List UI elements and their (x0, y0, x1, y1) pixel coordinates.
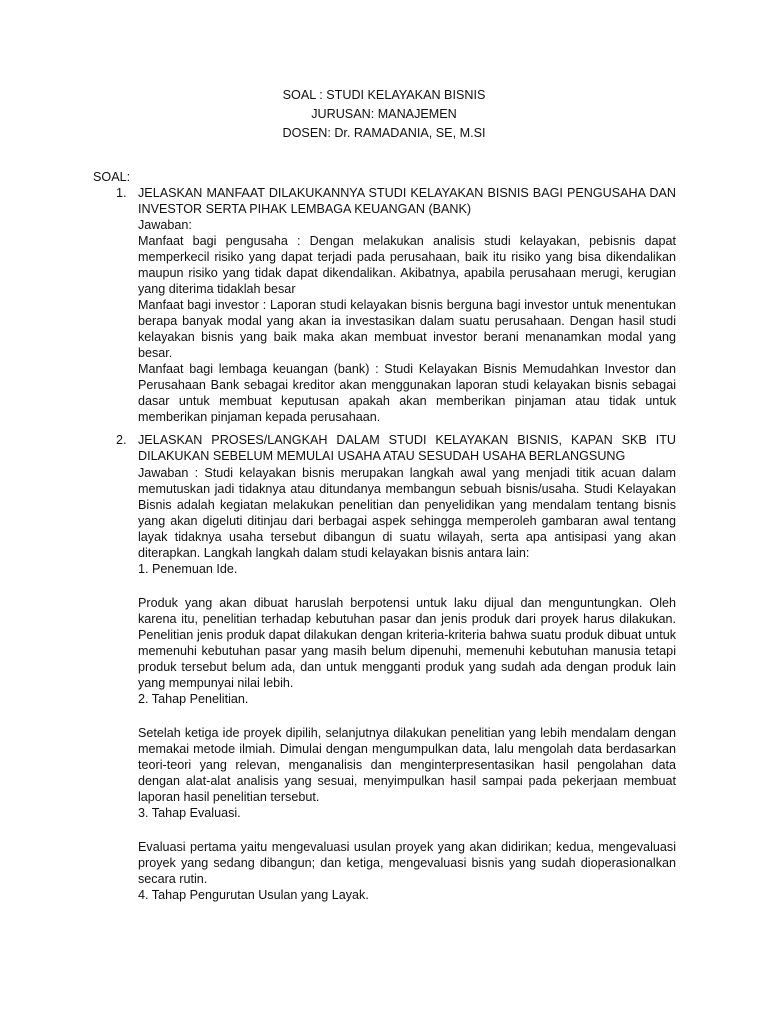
header-department: JURUSAN: MANAJEMEN (311, 107, 457, 121)
step-4-heading: 4. Tahap Pengurutan Usulan yang Layak. (138, 888, 369, 902)
step-2-heading: 2. Tahap Penelitian. (138, 692, 249, 706)
question-1-jawaban-label: Jawaban: (138, 218, 192, 232)
answer-2-intro: Jawaban : Studi kelayakan bisnis merupakan langkah awal yang menjadi titik acuan dalam memutuskan jadi tidaknya atau ditundanya membangun sebuah bisnis/usaha. Studi Kelayakan Bisnis adalah kegiatan melakukan penelitian dan penyelidikan yang mendalam tentang bisnis yang akan digeluti ditinjau dari berbagai aspek sehingga memperoleh gambaran awal tentang layak tidaknya usaha tersebut dibangun di suatu wilayah, serta apa antisipasi yang akan diterapkan. Langkah langkah dalam studi kelayakan bisnis antara lain: (138, 466, 676, 560)
document-header (0, 86, 768, 143)
step-2-text: Setelah ketiga ide proyek dipilih, selanjutnya dilakukan penelitian yang lebih mendalam dengan memakai metode ilmiah. Dimulai dengan mengumpulkan data, lalu mengolah data berdasarkan teori-teori yang relevan, menganalisis dan menginterpresentasikan hasil pengolahan data dengan alat-alat analisis yang sesuai, menyimpulkan hasil sampai pada pekerjaan membuat laporan hasil penelitian tersebut. (138, 726, 676, 804)
step-3-heading: 3. Tahap Evaluasi. (138, 806, 241, 820)
header-title: SOAL : STUDI KELAYAKAN BISNIS (282, 88, 486, 102)
answer-1-bank: Manfaat bagi lembaga keuangan (bank) : Studi Kelayakan Bisnis Memudahkan Investor dan Perusahaan Bank sebagai kreditor akan menggunakan laporan studi kelayakan bisnis sebagai dasar untuk membuat keputusan apakah akan memberikan pinjaman atau tidak untuk memberikan pinjaman kepada perusahaan. (138, 362, 676, 424)
spacer (138, 577, 676, 595)
step-1-heading: 1. Penemuan Ide. (138, 562, 238, 576)
soal-label: SOAL: (93, 170, 131, 184)
question-2-text: JELASKAN PROSES/LANGKAH DALAM STUDI KELAYAKAN BISNIS, KAPAN SKB ITU DILAKUKAN SEBELUM MEMULAI USAHA ATAU SESUDAH USAHA BERLANGSUNG (138, 433, 676, 463)
question-2-number: 2. (116, 433, 127, 447)
answer-1-pengusaha: Manfaat bagi pengusaha : Dengan melakukan analisis studi kelayakan, pebisnis dapat memperkecil risiko yang dapat terjadi pada perusahaan, baik itu risiko yang bisa dikendalikan maupun risiko yang tidak dapat dikendalikan. Akibatnya, apabila perusahaan merugi, kerugian yang diterima tidaklah besar (138, 234, 676, 296)
answer-1-investor: Manfaat bagi investor : Laporan studi kelayakan bisnis berguna bagi investor untuk menentukan berapa banyak modal yang akan ia investasikan dalam suatu perusahaan. Dengan hasil studi kelayakan bisnis yang baik maka akan membuat investor berani menanamkan modal yang besar. (138, 298, 676, 360)
step-3-text: Evaluasi pertama yaitu mengevaluasi usulan proyek yang akan didirikan; kedua, mengevaluasi proyek yang sedang dibangun; dan ketiga, mengevaluasi bisnis yang sudah dioperasionalkan secara rutin. (138, 840, 676, 886)
question-2 (116, 432, 676, 903)
question-1 (116, 185, 676, 425)
spacer (138, 821, 676, 839)
header-lecturer: DOSEN: Dr. RAMADANIA, SE, M.SI (282, 126, 486, 140)
spacer (138, 707, 676, 725)
question-1-number: 1. (116, 186, 127, 200)
question-1-text: JELASKAN MANFAAT DILAKUKANNYA STUDI KELAYAKAN BISNIS BAGI PENGUSAHA DAN INVESTOR SERTA PIHAK LEMBAGA KEUANGAN (BANK) (138, 186, 676, 216)
step-1-text: Produk yang akan dibuat haruslah berpotensi untuk laku dijual dan menguntungkan. Oleh karena itu, penelitian terhadap kebutuhan pasar dan jenis produk dari proyek harus dilakukan. Penelitian jenis produk dapat dilakukan dengan kriteria-kriteria bahwa suatu produk dibuat untuk memenuhi kebutuhan pasar yang masih belum dipenuhi, memenuhi kebutuhan manusia tetapi produk tersebut belum ada, dan untuk mengganti produk yang sudah ada dengan produk lain yang mempunyai nilai lebih. (138, 596, 676, 690)
